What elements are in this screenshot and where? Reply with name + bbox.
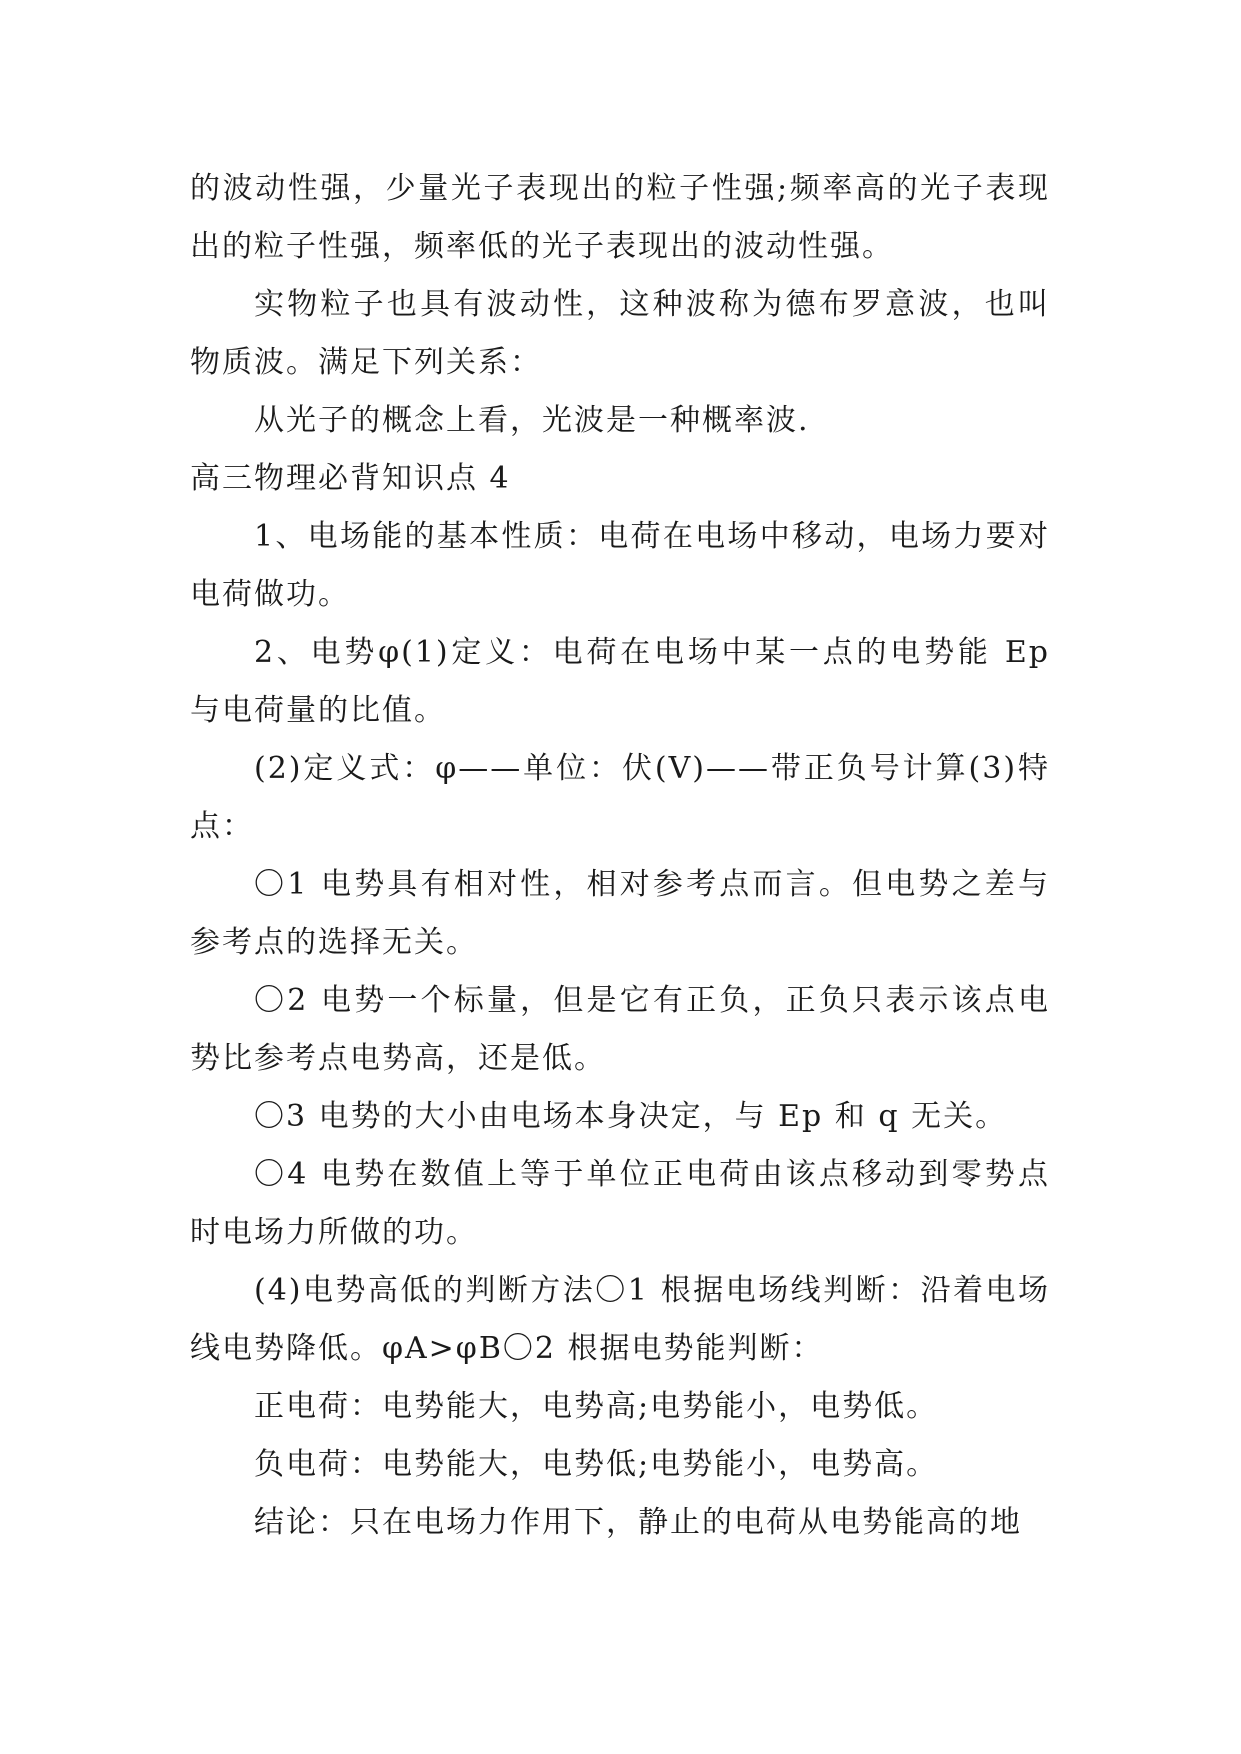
paragraph: 正电荷：电势能大，电势高;电势能小，电势低。 — [254, 1389, 939, 1424]
paragraph: 2、电势φ(1)定义：电荷在电场中某一点的电势能 Ep 与电荷量的比值。 — [190, 635, 1050, 728]
document-body — [190, 160, 1050, 1552]
paragraph: (2)定义式：φ——单位：伏(V)——带正负号计算(3)特点： — [190, 751, 1050, 844]
paragraph: 〇3 电势的大小由电场本身决定，与 Ep 和 q 无关。 — [254, 1099, 1008, 1134]
paragraph: 的波动性强，少量光子表现出的粒子性强;频率高的光子表现出的粒子性强，频率低的光子表现出的波动性强。 — [190, 171, 1050, 264]
paragraph: 〇4 电势在数值上等于单位正电荷由该点移动到零势点时电场力所做的功。 — [190, 1157, 1050, 1250]
paragraph: 1、电场能的基本性质：电荷在电场中移动，电场力要对电荷做功。 — [190, 519, 1050, 612]
section-heading: 高三物理必背知识点 4 — [190, 461, 511, 496]
paragraph: 从光子的概念上看，光波是一种概率波. — [254, 403, 810, 438]
paragraph: 实物粒子也具有波动性，这种波称为德布罗意波，也叫物质波。满足下列关系： — [190, 287, 1050, 380]
paragraph: 结论：只在电场力作用下，静止的电荷从电势能高的地 — [254, 1505, 1022, 1540]
paragraph: (4)电势高低的判断方法〇1 根据电场线判断：沿着电场线电势降低。φA>φB〇2 根据电势能判断： — [190, 1273, 1050, 1366]
paragraph: 负电荷：电势能大，电势低;电势能小，电势高。 — [254, 1447, 939, 1482]
paragraph: 〇2 电势一个标量，但是它有正负，正负只表示该点电势比参考点电势高，还是低。 — [190, 983, 1050, 1076]
paragraph: 〇1 电势具有相对性，相对参考点而言。但电势之差与参考点的选择无关。 — [190, 867, 1050, 960]
